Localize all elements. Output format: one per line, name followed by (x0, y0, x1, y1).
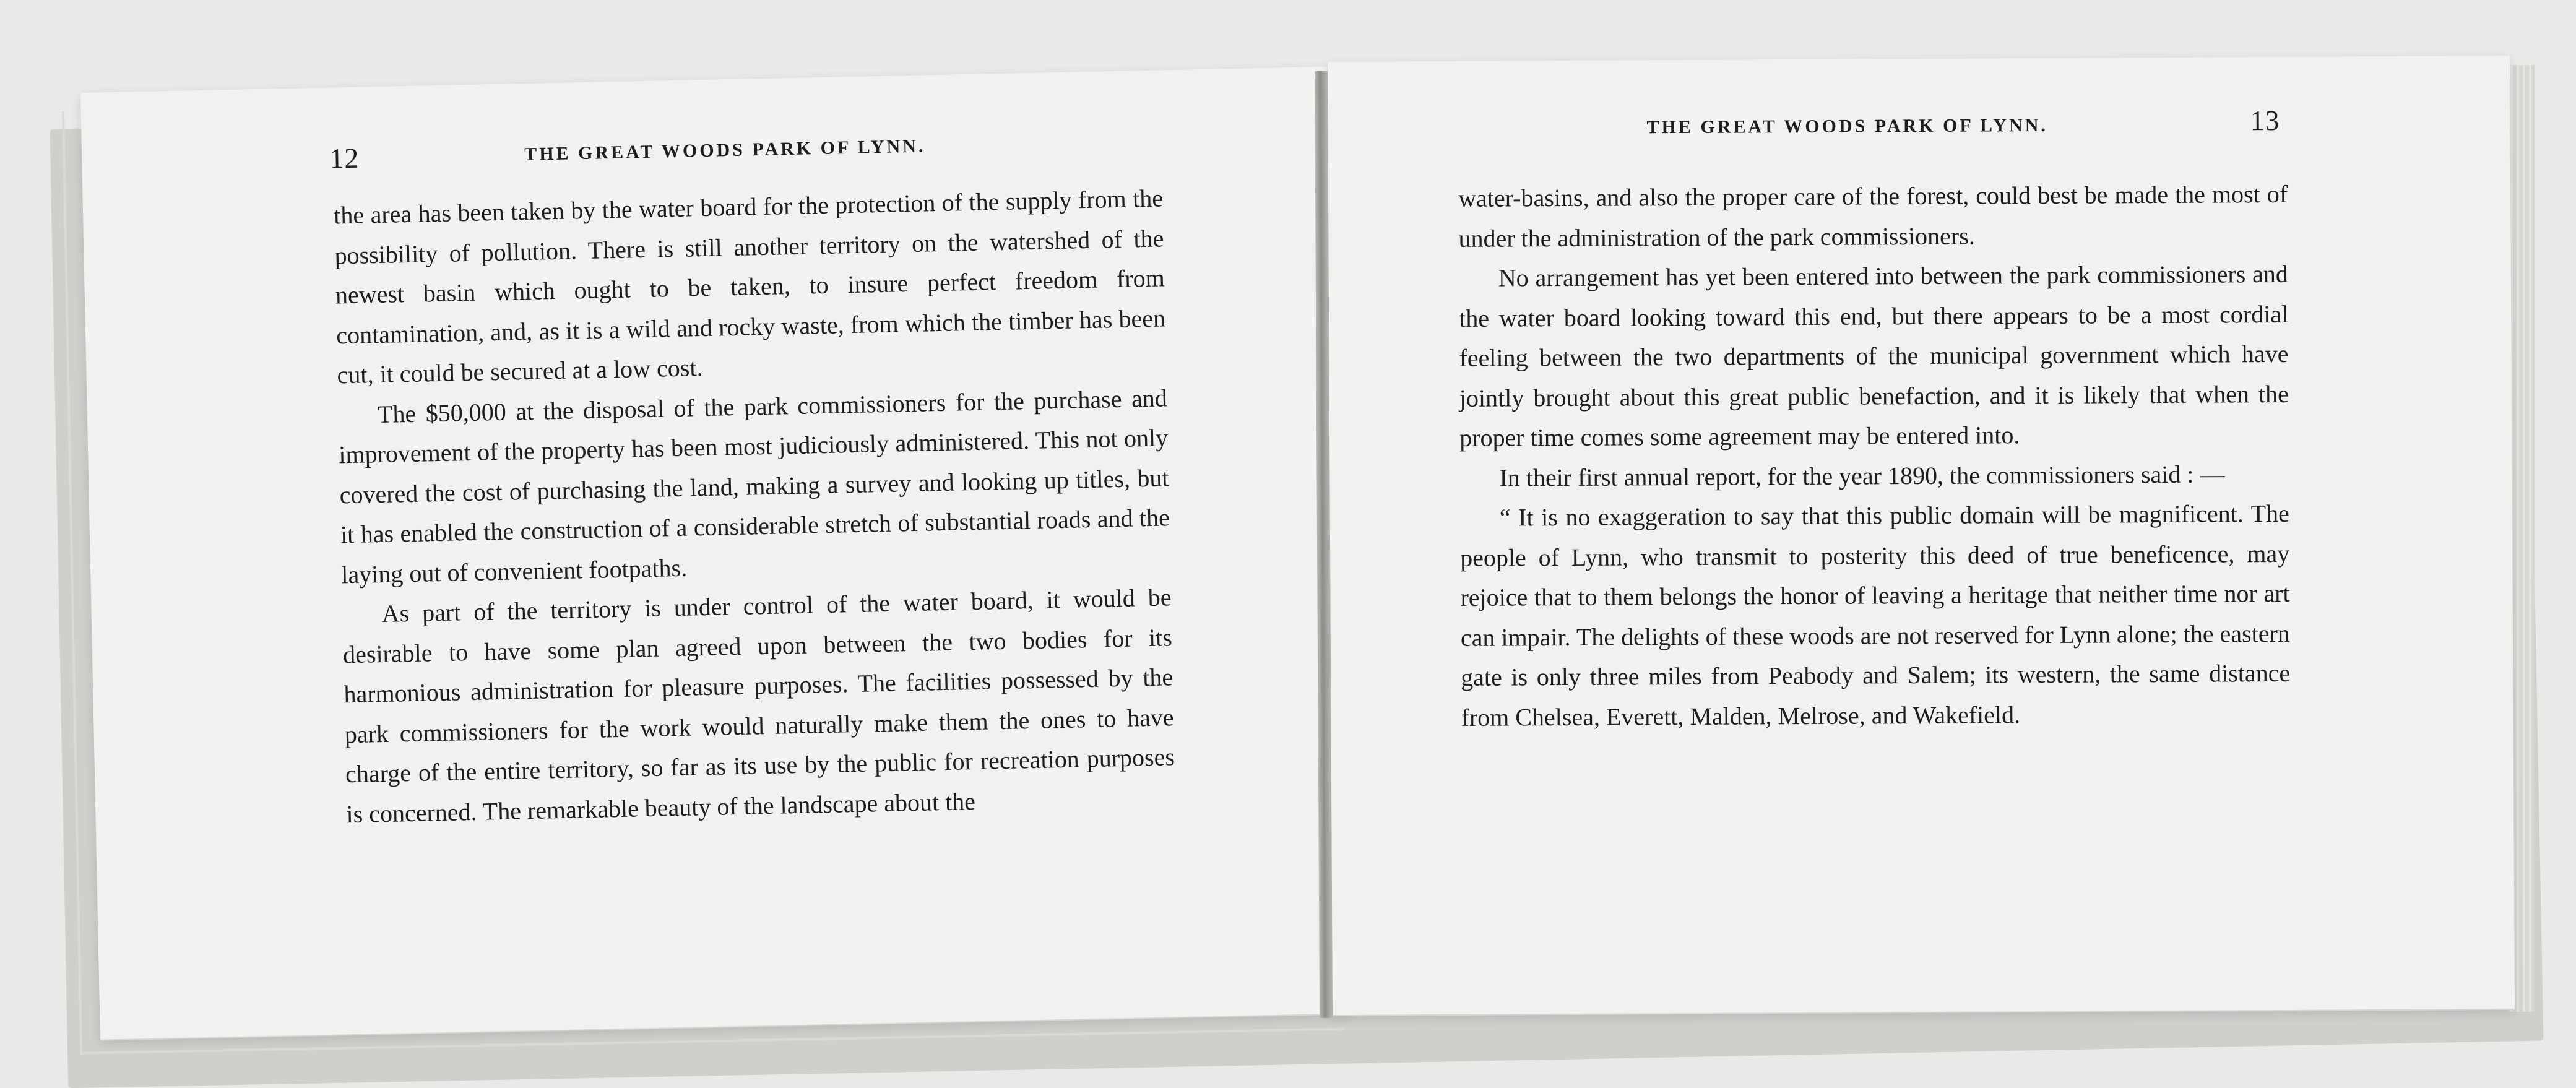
right-page-body (1458, 175, 2291, 738)
paragraph-right-3: In their first annual report, for the year 1890, the commissioners said : — (1499, 459, 2225, 492)
running-head-right: THE GREAT WOODS PARK OF LYNN. (1646, 114, 2048, 138)
paragraph-right-1: water-basins, and also the proper care of the forest, could best be made the most of under the administration of the park commissioners. (1458, 179, 2288, 253)
paragraph-left-2: The $50,000 at the disposal of the park commissioners for the purchase and improvement of the property has been most judiciously administered. This not only covered the cost of purchasing the land, making a survey and looking up titles, but it has enabled the construction of a considerable stretch of substantial roads and the laying out of convenient footpaths. (338, 383, 1170, 589)
left-page (80, 67, 1347, 1040)
paragraph-left-3: As part of the territory is under control of the water board, it would be desirable to have some plan agreed upon between the two bodies for its harmonious administration for pleasure purposes. The facilities possessed by the park commissioners for the work would naturally make them the ones to have charge of the entire territory, so far as its use by the public for recreation purposes is concerned. The remarkable beauty of the landscape about the (342, 583, 1175, 828)
right-page (1328, 56, 2515, 1015)
page-number-right: 13 (2250, 104, 2280, 137)
running-head-left: THE GREAT WOODS PARK OF LYNN. (524, 136, 926, 165)
paragraph-right-4-quote: “ It is no exaggeration to say that this public domain will be magnificent. The people of Lynn, who transmit to posterity this deed of true beneficence, may rejoice that to them belongs the honor of leaving a heritage that neither time nor art can impair. The delights of these woods are not reserved for Lynn alone; the eastern gate is only three miles from Peabody and Salem; its western, the same distance from Chelsea, Everett, Malden, Melrose, and Wakefield. (1460, 499, 2291, 732)
paragraph-right-2: No arrangement has yet been entered into between the park commissioners and the water board looking toward this end, but there appears to be a most cordial feeling between the two departments of the municipal government which have jointly brought about this great public benefaction, and it is likely that when the proper time comes some agreement may be entered into. (1459, 259, 2289, 452)
left-page-body (334, 178, 1176, 834)
page-number-left: 12 (329, 142, 360, 175)
paragraph-left-1: the area has been taken by the water board for the protection of the supply from the possibility of pollution. There is still another territory on the watershed of the newest basin which ought to be taken, to insure perfect freedom from contamination, and, as it is a wild and rocky waste, from which the timber has been cut, it could be secured at a low cost. (333, 184, 1166, 389)
